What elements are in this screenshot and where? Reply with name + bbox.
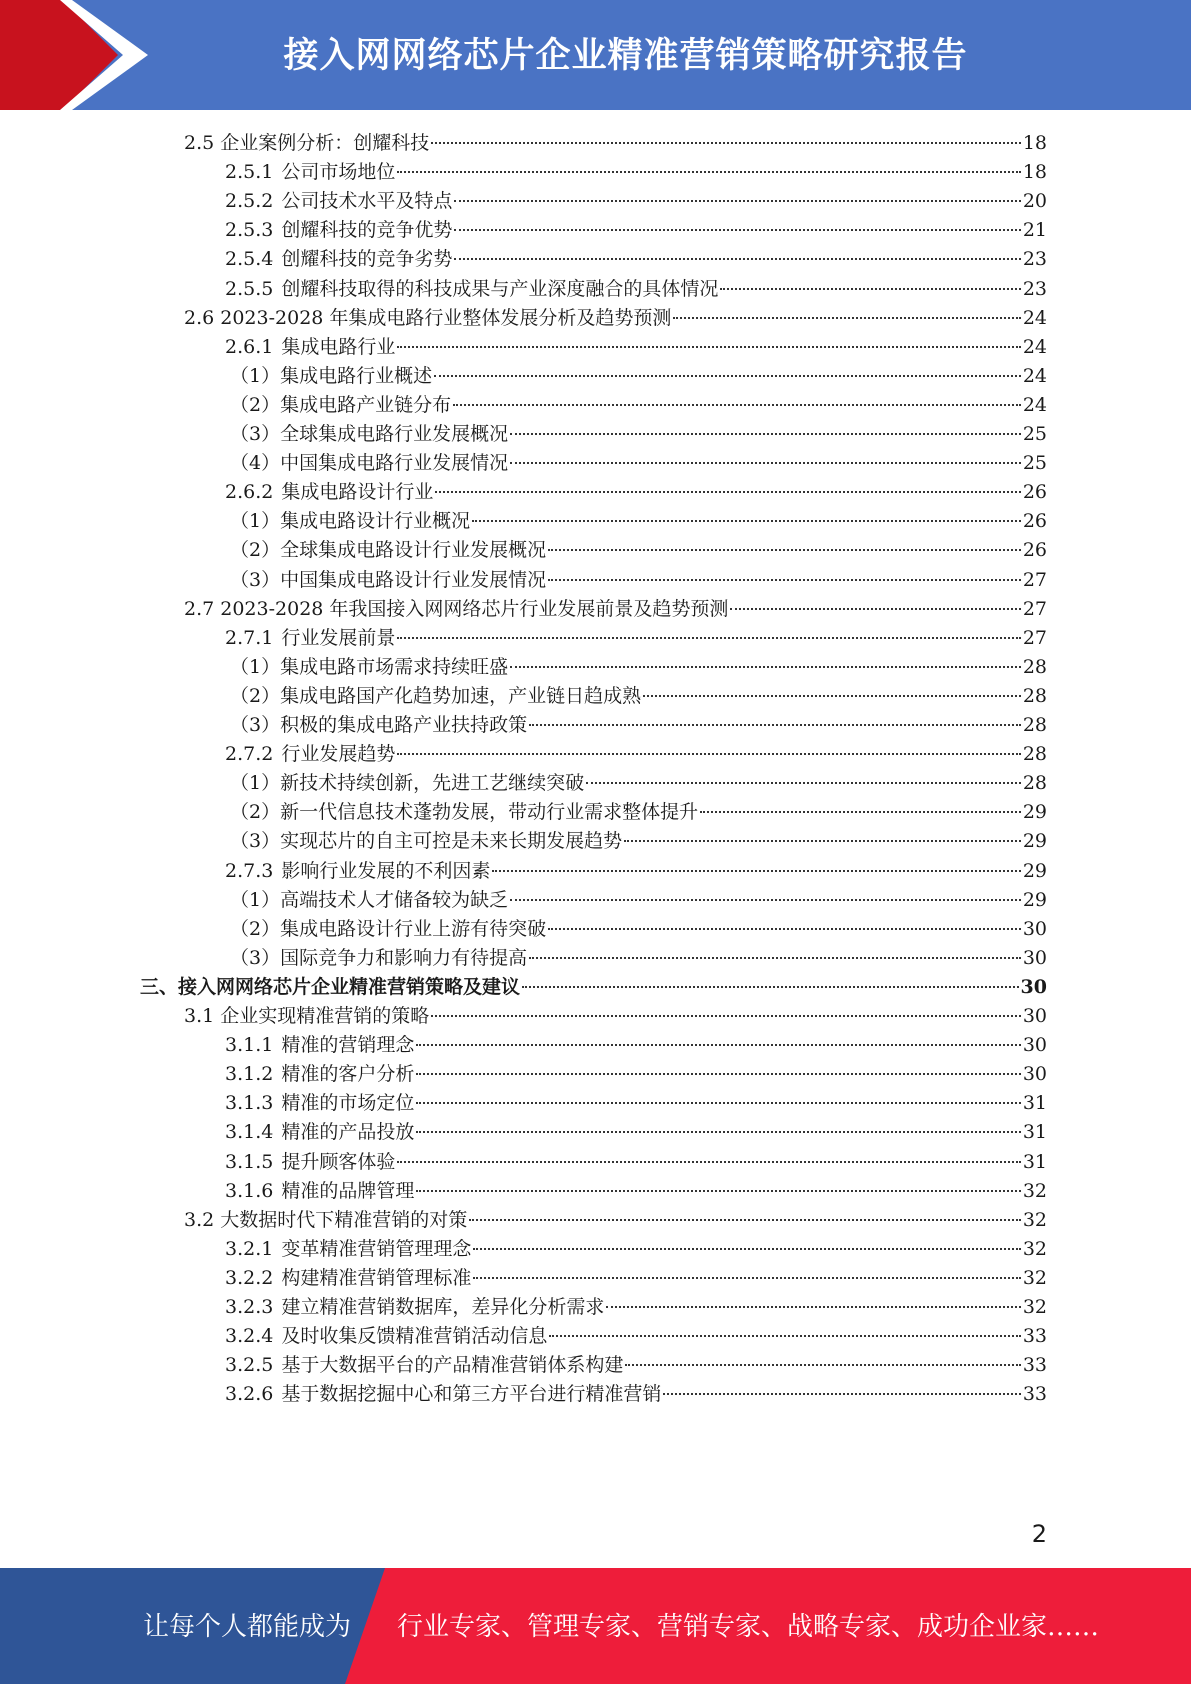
toc-entry-number: 3.1.1 xyxy=(225,1034,274,1057)
footer-slogan: 让每个人都能成为 xyxy=(143,1612,352,1642)
footer-banner xyxy=(0,1568,1191,1684)
header-red-chevron xyxy=(0,0,140,110)
toc-dot-leader xyxy=(431,1015,1021,1017)
toc-entry[interactable] xyxy=(230,885,1047,916)
toc-entry-label: 创耀科技的竞争劣势 xyxy=(281,248,453,271)
toc-entry-page: 28 xyxy=(1022,684,1047,707)
toc-dot-leader xyxy=(510,666,1021,668)
toc-entry-label: 基于大数据平台的产品精准营销体系构建 xyxy=(281,1354,624,1377)
toc-entry-page: 30 xyxy=(1022,1034,1047,1057)
toc-dot-leader xyxy=(492,870,1020,872)
toc-entry-number: 3.1.3 xyxy=(225,1092,274,1115)
toc-dot-leader xyxy=(673,317,1020,319)
toc-entry-number: 2.5.1 xyxy=(225,161,274,184)
toc-entry-number: 3.1.5 xyxy=(225,1150,274,1173)
toc-dot-leader xyxy=(529,957,1021,959)
toc-entry[interactable] xyxy=(230,448,1047,479)
toc-entry[interactable] xyxy=(225,332,1047,363)
toc-entry-label: 行业发展前景 xyxy=(281,626,396,649)
toc-dot-leader xyxy=(434,375,1021,377)
toc-entry[interactable] xyxy=(230,943,1047,974)
toc-entry-label: 创耀科技的竞争优势 xyxy=(281,219,453,242)
toc-entry[interactable] xyxy=(225,274,1047,305)
toc-entry-page: 30 xyxy=(1022,946,1047,969)
toc-dot-leader xyxy=(529,724,1021,726)
toc-dot-leader xyxy=(472,520,1021,522)
toc-dot-leader xyxy=(624,840,1021,842)
toc-dot-leader xyxy=(416,1190,1020,1192)
toc-entry-number: 2.6.1 xyxy=(225,335,274,358)
toc-entry[interactable] xyxy=(230,768,1047,799)
report-title: 接入网网络芯片企业精准营销策略研究报告 xyxy=(283,36,968,76)
toc-entry[interactable] xyxy=(225,1117,1047,1148)
toc-dot-leader xyxy=(510,433,1021,435)
toc-entry-label: 及时收集反馈精准营销活动信息 xyxy=(281,1325,548,1348)
toc-entry-label: （3）积极的集成电路产业扶持政策 xyxy=(230,714,528,736)
toc-entry-label: 三、接入网网络芯片企业精准营销策略及建议 xyxy=(140,975,521,998)
toc-entry[interactable] xyxy=(230,390,1047,421)
toc-dot-leader xyxy=(549,1335,1020,1337)
toc-entry[interactable] xyxy=(230,797,1047,828)
toc-entry-page: 29 xyxy=(1022,801,1047,824)
toc-entry-page: 32 xyxy=(1022,1296,1047,1318)
toc-dot-leader xyxy=(510,899,1021,901)
toc-entry-label: （2）新一代信息技术蓬勃发展，带动行业需求整体提升 xyxy=(230,801,699,824)
toc-entry-label: 精准的品牌管理 xyxy=(281,1179,415,1202)
toc-entry-number: 2.7.1 xyxy=(225,626,274,649)
toc-entry-label: （3）国际竞争力和影响力有待提高 xyxy=(230,946,528,969)
toc-entry-page: 24 xyxy=(1022,393,1047,416)
toc-entry-page: 25 xyxy=(1022,452,1047,475)
toc-entry[interactable] xyxy=(225,186,1047,217)
toc-dot-leader xyxy=(606,1306,1020,1308)
toc-entry-page: 27 xyxy=(1022,626,1047,649)
toc-entry-page: 32 xyxy=(1022,1237,1047,1260)
toc-entry-number: 2.7.2 xyxy=(225,743,274,766)
toc-entry-label: 基于数据挖掘中心和第三方平台进行精准营销 xyxy=(281,1383,662,1406)
toc-entry-label: （2）集成电路产业链分布 xyxy=(230,393,452,416)
toc-entry[interactable] xyxy=(230,419,1047,450)
toc-entry[interactable] xyxy=(225,1321,1047,1352)
toc-entry-page: 20 xyxy=(1022,190,1047,213)
toc-entry-page: 29 xyxy=(1022,888,1047,911)
toc-entry-page: 29 xyxy=(1022,859,1047,882)
toc-dot-leader xyxy=(397,1161,1020,1163)
toc-entry-label: （2）集成电路设计行业上游有待突破 xyxy=(230,917,547,940)
toc-entry-number: 3.2.1 xyxy=(225,1237,274,1260)
toc-dot-leader xyxy=(720,288,1020,290)
toc-entry-label: （1）集成电路市场需求持续旺盛 xyxy=(230,655,509,678)
toc-dot-leader xyxy=(469,1219,1021,1221)
toc-entry[interactable] xyxy=(225,1350,1047,1381)
toc-entry-number: 2.5.5 xyxy=(225,277,274,300)
toc-entry[interactable] xyxy=(230,710,1047,741)
toc-entry-page: 33 xyxy=(1022,1325,1047,1348)
toc-entry[interactable] xyxy=(230,565,1047,596)
toc-entry-label: （2）集成电路国产化趋势加速，产业链日趋成熟 xyxy=(230,684,642,707)
toc-entry[interactable] xyxy=(184,1001,1047,1032)
toc-entry-label: 提升顾客体验 xyxy=(281,1150,396,1173)
toc-entry-number: 2.7.3 xyxy=(225,859,274,882)
toc-entry[interactable] xyxy=(225,1030,1047,1061)
toc-entry-number: 3.2.5 xyxy=(225,1354,274,1377)
toc-entry-page: 26 xyxy=(1022,510,1047,533)
toc-entry-number: 3.1 xyxy=(184,1005,215,1027)
toc-entry-label: 集成电路行业 xyxy=(281,335,396,358)
toc-entry-page: 33 xyxy=(1022,1354,1047,1377)
toc-entry[interactable] xyxy=(230,826,1047,857)
toc-entry[interactable] xyxy=(230,535,1047,566)
toc-entry-page: 27 xyxy=(1022,597,1047,620)
toc-dot-leader xyxy=(586,782,1021,784)
toc-dot-leader xyxy=(548,579,1021,581)
toc-entry-page: 25 xyxy=(1022,423,1047,445)
toc-entry-page: 27 xyxy=(1022,568,1047,591)
toc-dot-leader xyxy=(548,928,1021,930)
toc-entry-page: 23 xyxy=(1022,248,1047,271)
toc-entry[interactable] xyxy=(140,972,1047,1003)
toc-entry[interactable] xyxy=(225,1176,1047,1207)
toc-entry-number: 2.5.4 xyxy=(225,248,274,271)
toc-entry[interactable] xyxy=(230,681,1047,712)
toc-entry-page: 21 xyxy=(1022,219,1047,242)
toc-entry-label: 2.7 2023-2028 年我国接入网网络芯片行业发展前景及趋势预测 xyxy=(184,597,729,620)
toc-dot-leader xyxy=(397,346,1020,348)
toc-entry-number: 3.2.6 xyxy=(225,1383,274,1406)
toc-dot-leader xyxy=(431,142,1021,144)
toc-entry-label: 影响行业发展的不利因素 xyxy=(281,859,491,882)
toc-entry-page: 32 xyxy=(1022,1266,1047,1289)
toc-entry[interactable] xyxy=(184,303,1047,334)
toc-entry-page: 29 xyxy=(1022,830,1047,853)
toc-entry-label: 创耀科技取得的科技成果与产业深度融合的具体情况 xyxy=(281,277,719,300)
toc-entry-label: （1）高端技术人才储备较为缺乏 xyxy=(230,888,509,911)
toc-dot-leader xyxy=(625,1364,1020,1366)
toc-entry-label: 公司技术水平及特点 xyxy=(281,190,453,213)
toc-entry-number: 3.2.2 xyxy=(225,1266,274,1289)
toc-entry-label: 构建精准营销管理标准 xyxy=(281,1266,472,1289)
toc-entry[interactable] xyxy=(225,1147,1047,1178)
toc-entry[interactable] xyxy=(225,1088,1047,1119)
toc-dot-leader xyxy=(510,462,1021,464)
toc-dot-leader xyxy=(454,229,1020,231)
toc-entry[interactable] xyxy=(225,1234,1047,1265)
toc-entry-number: 3.2.3 xyxy=(225,1296,274,1318)
toc-entry-page: 31 xyxy=(1022,1092,1047,1115)
toc-entry-label: （4）中国集成电路行业发展情况 xyxy=(230,452,509,475)
toc-entry-number: 3.2 xyxy=(184,1208,215,1231)
header-banner xyxy=(0,0,1191,110)
toc-entry-page: 30 xyxy=(1022,1005,1047,1027)
toc-entry[interactable] xyxy=(225,157,1047,188)
toc-entry[interactable] xyxy=(184,1205,1047,1236)
toc-entry-page: 28 xyxy=(1022,743,1047,766)
toc-entry-page: 32 xyxy=(1022,1208,1047,1231)
page-number: 2 xyxy=(1031,1520,1047,1548)
toc-entry[interactable] xyxy=(230,652,1047,683)
toc-entry-label: （1）新技术持续创新，先进工艺继续突破 xyxy=(230,772,585,795)
toc-entry-number: 2.5.2 xyxy=(225,190,274,213)
toc-dot-leader xyxy=(643,695,1021,697)
toc-entry-page: 24 xyxy=(1022,306,1047,329)
toc-entry-label: 2.6 2023-2028 年集成电路行业整体发展分析及趋势预测 xyxy=(184,306,672,329)
toc-entry-label: 公司市场地位 xyxy=(281,161,396,184)
toc-entry-label: 建立精准营销数据库，差异化分析需求 xyxy=(281,1296,605,1318)
toc-entry-page: 30 xyxy=(1022,1063,1047,1086)
toc-entry-number: 2.5.3 xyxy=(225,219,274,242)
toc-entry[interactable] xyxy=(230,914,1047,945)
toc-entry-label: （1）集成电路行业概述 xyxy=(230,364,433,387)
toc-dot-leader xyxy=(730,608,1020,610)
toc-dot-leader xyxy=(416,1044,1020,1046)
toc-entry-number: 3.1.4 xyxy=(225,1121,274,1144)
toc-entry-label: 大数据时代下精准营销的对策 xyxy=(220,1208,468,1231)
toc-dot-leader xyxy=(473,1248,1020,1250)
toc-dot-leader xyxy=(416,1102,1020,1104)
toc-entry[interactable] xyxy=(225,1379,1047,1410)
toc-entry-label: 精准的客户分析 xyxy=(281,1063,415,1086)
toc-entry-page: 18 xyxy=(1022,132,1047,154)
toc-entry-page: 28 xyxy=(1022,714,1047,736)
toc-entry-page: 33 xyxy=(1022,1383,1047,1406)
toc-entry-label: 企业案例分析：创耀科技 xyxy=(220,132,430,154)
toc-dot-leader xyxy=(663,1393,1020,1395)
toc-entry-page: 28 xyxy=(1022,655,1047,678)
toc-dot-leader xyxy=(454,200,1020,202)
toc-entry-page: 18 xyxy=(1022,161,1047,184)
toc-entry[interactable] xyxy=(184,128,1047,159)
toc-dot-leader xyxy=(397,637,1020,639)
toc-entry-label: 变革精准营销管理理念 xyxy=(281,1237,472,1260)
toc-entry[interactable] xyxy=(184,594,1047,625)
toc-entry-label: （3）中国集成电路设计行业发展情况 xyxy=(230,568,547,591)
toc-dot-leader xyxy=(416,1073,1020,1075)
toc-entry-number: 2.5 xyxy=(184,132,215,154)
toc-entry-label: 精准的产品投放 xyxy=(281,1121,415,1144)
toc-entry[interactable] xyxy=(225,739,1047,770)
toc-dot-leader xyxy=(700,811,1021,813)
toc-entry-page: 28 xyxy=(1022,772,1047,795)
toc-entry[interactable] xyxy=(225,623,1047,654)
toc-entry-page: 30 xyxy=(1020,975,1047,998)
toc-entry[interactable] xyxy=(225,856,1047,887)
toc-dot-leader xyxy=(548,549,1021,551)
footer-roles: 行业专家、管理专家、营销专家、战略专家、成功企业家…… xyxy=(397,1612,1100,1642)
toc-dot-leader xyxy=(473,1277,1020,1279)
toc-entry[interactable] xyxy=(225,1292,1047,1323)
toc-entry-page: 26 xyxy=(1022,481,1047,504)
toc-entry[interactable] xyxy=(225,215,1047,246)
toc-entry-label: （3）实现芯片的自主可控是未来长期发展趋势 xyxy=(230,830,623,853)
toc-dot-leader xyxy=(454,258,1020,260)
toc-entry[interactable] xyxy=(225,477,1047,508)
toc-entry-label: 企业实现精准营销的策略 xyxy=(220,1005,430,1027)
toc-dot-leader xyxy=(416,1131,1020,1133)
toc-dot-leader xyxy=(435,491,1020,493)
toc-entry-label: 精准的营销理念 xyxy=(281,1034,415,1057)
toc-entry-label: 集成电路设计行业 xyxy=(281,481,434,504)
toc-entry-label: （2）全球集成电路设计行业发展概况 xyxy=(230,539,547,562)
toc-entry-label: 精准的市场定位 xyxy=(281,1092,415,1115)
toc-entry-page: 24 xyxy=(1022,364,1047,387)
toc-entry-label: （1）集成电路设计行业概况 xyxy=(230,510,471,533)
toc-entry-number: 3.2.4 xyxy=(225,1325,274,1348)
toc-entry-page: 24 xyxy=(1022,335,1047,358)
toc-dot-leader xyxy=(522,986,1019,988)
toc-entry-number: 2.6.2 xyxy=(225,481,274,504)
toc-entry-label: （3）全球集成电路行业发展概况 xyxy=(230,423,509,445)
toc-entry-page: 30 xyxy=(1022,917,1047,940)
toc-entry-number: 3.1.2 xyxy=(225,1063,274,1086)
toc-entry-label: 行业发展趋势 xyxy=(281,743,396,766)
toc-entry-page: 31 xyxy=(1022,1150,1047,1173)
toc-entry-page: 26 xyxy=(1022,539,1047,562)
toc-entry-number: 3.1.6 xyxy=(225,1179,274,1202)
toc-entry-page: 23 xyxy=(1022,277,1047,300)
toc-entry[interactable] xyxy=(225,1263,1047,1294)
toc-entry-page: 32 xyxy=(1022,1179,1047,1202)
toc-dot-leader xyxy=(397,171,1020,173)
toc-entry[interactable] xyxy=(230,361,1047,392)
toc-entry[interactable] xyxy=(225,244,1047,275)
toc-dot-leader xyxy=(397,753,1020,755)
toc-entry[interactable] xyxy=(230,506,1047,537)
toc-dot-leader xyxy=(453,404,1021,406)
toc-entry-page: 31 xyxy=(1022,1121,1047,1144)
toc-entry[interactable] xyxy=(225,1059,1047,1090)
